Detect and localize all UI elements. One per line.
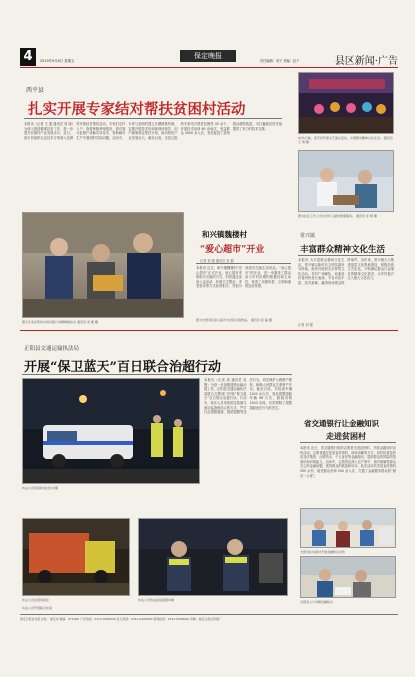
health-service-photo — [298, 150, 394, 212]
story3-rule — [298, 255, 394, 256]
story1-rule — [24, 118, 282, 119]
story5-headline-line2: 走进贫困村 — [326, 431, 366, 441]
footer-text: 保定日报社出版 社址：保定市 邮编：071000 广告热线：0312-0000000 发行热线：0312-0000000 新闻热线：0312-0000000 印刷：保定日报社印刷厂 — [20, 617, 222, 621]
story1-caption: 图为专家在帮扶村向贫困户讲解种植技术 通讯员 刘 刚 摄 — [22, 320, 98, 324]
night-patrol-photo — [22, 378, 200, 484]
story2-body: 本报讯 近日，和兴镇魏楼村“爱心超市”正式开业。爱心超市采取积分兑换的方式，村民通过参加公益活动、环境卫生整治、孝老爱亲等方式获得积分，凭积分到超市兑换生活用品。“爱心超市”的开业，进一步激发了群众参与乡村治理的积极性和主动性，营造了崇德向善、文明和谐的良好氛围。 — [196, 266, 291, 289]
story1-region-tag: 西平县 — [26, 87, 45, 94]
story2-rule — [196, 263, 291, 264]
story1-body: 本报讯（记者 王 通 通讯员 刘 刚）为深入推进精准扶贫工作，进一步提升贫困村产业发展水平，近日，西平县组织农业技术专家深入贫困村开展结对帮扶活动。专家们走村入户，查看种植养殖情况，面对面为贫困户讲解实用技术，帮助解决生产中遇到的实际问题。活动中，专家与贫困村建立长期联系机制，定期开展技术培训和现场指导，因户施策制定帮扶计划，推动特色产业发展壮大。截至目前，全县已组织专家结对帮扶贫困村 40 余个，开展技术培训 60 余场次，受益群众 3000 余人次，有效促进了贫困群众增收致富，为打赢脱贫攻坚战提供了有力的技术支撑。 — [24, 122, 282, 140]
story5-caption-1: 志愿者在贫困村开展金融知识宣传 — [300, 550, 346, 554]
editor-credit: 责任编辑：刘子 美编：赵子 — [260, 59, 300, 63]
story5-rule — [300, 442, 396, 443]
officer-photo — [138, 518, 288, 596]
bank-volunteers-photo-1 — [300, 508, 396, 548]
story2-caption: 图为志愿者在爱心超市为村民兑换物品。 通讯员 孙 磊 摄 — [196, 318, 272, 322]
story1-headline: 扎实开展专家结对帮扶贫困村活动 — [28, 101, 246, 118]
story1-photo — [22, 212, 184, 318]
story4-rule — [22, 374, 292, 375]
story5-caption-2: 志愿者入户讲解金融知识 — [300, 600, 334, 604]
page-number: 4 — [20, 48, 36, 66]
story3-body: 本报讯 为丰富群众精神文化生活，常兴镇以新时代文明实践所为阵地，组织开展形式多样的文化活动。各村广场舞队、戏曲爱好者纷纷登台表演，节目内容丰富、形式新颖，赢得现场观众阵阵掌声。近年来，常兴镇大力推进基层文化阵地建设，积极培育文艺队伍，不断满足群众日益增长的精神文化需求，为乡村振兴注入强大文化动力。 — [298, 258, 394, 285]
story4-region-tag: 正阳县交通运输执法局 — [24, 346, 80, 352]
story4-body: 本报讯（记者 周 通讯员 吴 刚）为进一步加强道路运输治超工作，正阳县交通运输执法局联合交警部门开展“保卫蓝天”百日联合治超行动。行动中，执法人员采取固定检测与流动巡查相结合的方式，严厉打击超限超载、抛洒遗撒等违法行为，切实保护公路路产路权，保障人民群众生命财产安全。截至目前，共检查车辆 1200 余台次，查处超限超载车辆 96 台次，卸载货物 1500 余吨，有效遏制了超限超载违法行为的发生。 — [204, 378, 292, 415]
section-title: 县区新闻·广告 — [334, 56, 398, 67]
bank-volunteers-photo-2 — [300, 556, 396, 598]
story3-headline: 丰富群众精神文化生活 — [300, 245, 386, 255]
story2-headline-line1: 和兴镇魏楼村 — [202, 230, 247, 239]
health-photo-caption: 图为社区工作人员为老年人提供健康服务。 通讯员 李 明 摄 — [298, 214, 377, 218]
story4-caption-1: 执法人员夜间检查过往车辆 — [22, 486, 59, 490]
story4-caption-4: 执法人员开展联合检查 — [22, 606, 53, 610]
story5-body: 本报讯 近日，省交通银行组织志愿者走进贫困村，开展金融知识宣传活动。志愿者通过发放宣传资料、现场讲解等方式，向村民普及防范非法集资、反假货币、个人征信等金融知识，提高群众的风险防范意识和识别能力。活动中，志愿者还深入农户家中，面对面解答群众关心的金融问题，受到群众的欢迎和好评。此次活动共发放宣传资料 500 余份，接受群众咨询 200 余人次，打通了金融服务群众的“最后一公里”。 — [300, 446, 396, 478]
footer-rule — [20, 614, 398, 615]
story3-region-tag: 常兴镇 — [300, 233, 316, 239]
stage-photo-caption: 9月5日晚，西平县开展文艺演出活动，丰富群众精神文化生活。 通讯员 王 海 摄 — [298, 136, 393, 144]
stage-performance-photo — [298, 72, 394, 134]
story4-caption-3: 执法人员依法查处超限车辆 — [138, 598, 175, 602]
story5-headline-line1: 省交通银行让金融知识 — [304, 419, 379, 428]
story2-byline: 记者 刘 强 通讯员 孙 磊 — [200, 259, 234, 263]
mid-rule — [20, 330, 398, 331]
issue-date: 2019年9月6日 星期五 — [40, 59, 75, 63]
story2-headline-line2: “爱心超市”开业 — [200, 245, 265, 255]
masthead-logo: 保定晚报 — [180, 50, 236, 62]
story4-caption-2: 执法人员在现场查处 — [22, 598, 50, 602]
story4-headline: 开展“保卫蓝天”百日联合治超行动 — [24, 360, 221, 375]
header-rule — [20, 67, 398, 68]
truck-inspection-photo — [22, 518, 130, 596]
story3-byline: 记者 刘 强 — [298, 323, 313, 327]
